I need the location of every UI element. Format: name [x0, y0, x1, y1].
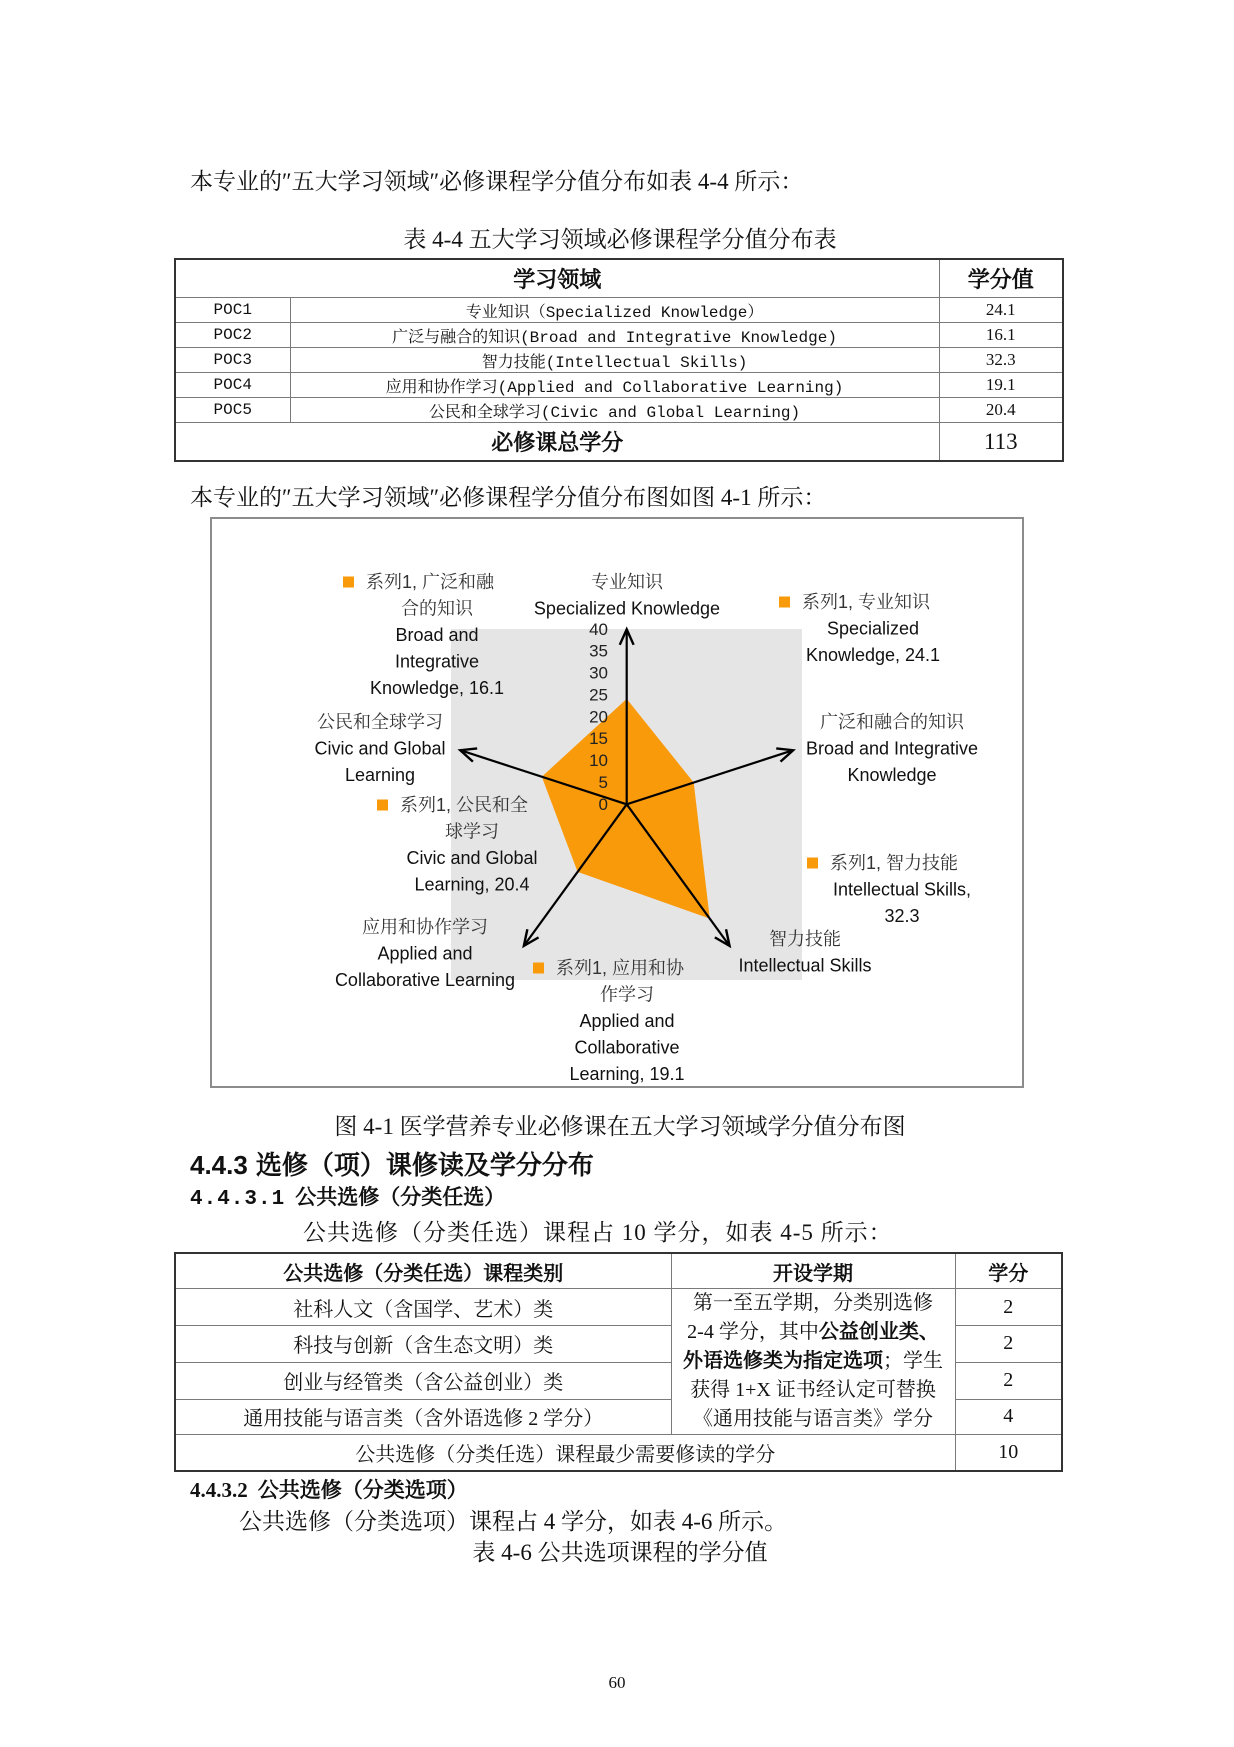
axis-label-en: Civic and Global: [314, 738, 446, 759]
row-code: POC2: [175, 323, 290, 348]
row-code: POC1: [175, 298, 290, 323]
row-credits: 32.3: [939, 348, 1063, 373]
axis-label-zh: 公民和全球学习: [317, 712, 443, 732]
row-code: POC3: [175, 348, 290, 373]
axis-label-en: Intellectual Skills: [738, 955, 872, 976]
page-number: 60: [608, 1673, 626, 1692]
data-label-text: 系列1, 广泛和融: [366, 572, 495, 592]
data-label-text: Specialized: [826, 618, 920, 639]
row-category: 科技与创新（含生态文明）类: [175, 1326, 671, 1362]
data-label-text: Integrative: [394, 651, 480, 672]
column-header-category: 公共选修（分类任选）课程类别: [175, 1253, 671, 1289]
section-number: 4.4.3.1: [190, 1188, 286, 1211]
row-category: 创业与经管类（含公益创业）类: [175, 1362, 671, 1399]
legend-square-icon: [377, 800, 388, 811]
table-row: [175, 398, 1063, 423]
axis-label-zh: 智力技能: [769, 929, 841, 949]
data-label-text: Collaborative: [574, 1037, 680, 1058]
data-label-text: 系列1, 应用和协: [556, 958, 685, 978]
period-note-text: 第一至五学期，分类别选修: [693, 1292, 933, 1314]
data-label-text: Learning, 19.1: [569, 1064, 685, 1084]
table-4-4-caption: 表 4-4 五大学习领域必修课程学分值分布表: [403, 227, 837, 252]
section-title: 选修（项）课修读及学分分布: [255, 1150, 594, 1180]
data-label-text: Knowledge, 16.1: [369, 678, 505, 698]
axis-label-en: Applied and: [377, 943, 473, 964]
r-axis-tick-label: 15: [589, 729, 608, 749]
r-axis-tick-label: 0: [598, 794, 608, 814]
legend-square-icon: [533, 963, 544, 974]
axis-label-en: Knowledge: [847, 765, 937, 785]
row-category: 通用技能与语言类（含外语选修 2 学分）: [175, 1399, 671, 1434]
row-credits: 2: [955, 1289, 1062, 1326]
section-number: 4.4.3.2: [190, 1478, 248, 1502]
row-code: POC4: [175, 373, 290, 398]
period-note-text: 《通用技能与语言类》学分: [693, 1408, 933, 1430]
section-title: 公共选修（分类选项）: [257, 1479, 468, 1502]
data-label-text: Learning, 20.4: [414, 874, 530, 895]
table-row: [175, 348, 1063, 373]
total-label: 公共选修（分类任选）课程最少需要修读的学分: [175, 1435, 955, 1472]
table-header-row: [175, 1253, 1062, 1289]
row-domain: 广泛与融合的知识(Broad and Integrative Knowledge): [290, 323, 939, 348]
period-note-line: [674, 1405, 953, 1434]
axis-label-en: Broad and Integrative: [805, 738, 979, 759]
axis-label-zh: 广泛和融合的知识: [820, 712, 964, 732]
r-axis-tick-label: 20: [589, 707, 608, 727]
axis-label-en: Collaborative Learning: [334, 970, 516, 990]
column-header-domain: 学习领域: [175, 259, 939, 298]
period-note-line: [674, 1376, 953, 1405]
intro-table-paragraph: 本专业的″五大学习领域″必修课程学分值分布如表 4-4 所示：: [190, 169, 804, 194]
r-axis-tick-label: 35: [589, 641, 608, 661]
data-label-text: 系列1, 智力技能: [830, 853, 959, 873]
table-4-5: [174, 1252, 1063, 1472]
total-value: 10: [955, 1435, 1062, 1472]
section-title: 公共选修（分类任选）: [295, 1186, 506, 1209]
table-total-row: [175, 423, 1063, 462]
legend-square-icon: [807, 858, 818, 869]
row-domain: 应用和协作学习(Applied and Collaborative Learning): [290, 373, 939, 398]
column-header-credits: 学分: [955, 1253, 1062, 1289]
r-axis-tick-label: 5: [598, 772, 608, 792]
section-number: 4.4.3: [190, 1150, 248, 1180]
axis-label-en: Specialized Knowledge: [533, 598, 721, 619]
period-note-line: [674, 1289, 953, 1318]
total-label: 必修课总学分: [175, 423, 939, 462]
row-category: 社科人文（含国学、艺术）类: [175, 1289, 671, 1326]
section-heading-4-4-3-1: [190, 1184, 505, 1214]
row-credits: 4: [955, 1399, 1062, 1434]
table-row: [175, 323, 1063, 348]
row-credits: 2: [955, 1362, 1062, 1399]
data-label-text: 32.3: [884, 906, 920, 926]
legend-square-icon: [343, 577, 354, 588]
r-axis-tick-label: 25: [589, 685, 608, 705]
section-heading-4-4-3-2: [190, 1476, 468, 1505]
r-axis-tick-label: 10: [589, 751, 608, 771]
data-label-text: Civic and Global: [406, 848, 538, 868]
row-credits: 20.4: [939, 398, 1063, 423]
row-domain: 公民和全球学习(Civic and Global Learning): [290, 398, 939, 423]
period-note-text: ；学生: [883, 1350, 943, 1372]
table-row: [175, 373, 1063, 398]
data-label-text: Broad and: [395, 625, 479, 645]
legend-square-icon: [779, 597, 790, 608]
row-credits: 16.1: [939, 323, 1063, 348]
period-note-text: 外语选修类为指定选项: [683, 1350, 883, 1372]
axis-label-en: Learning: [344, 765, 416, 785]
data-label-text: 球学习: [445, 821, 499, 842]
column-header-credits: 学分值: [939, 259, 1063, 298]
data-label-text: Knowledge, 24.1: [805, 645, 941, 665]
data-label-text: 合的知识: [401, 598, 473, 619]
table-4-6-caption: 表 4-6 公共选项课程的学分值: [472, 1540, 768, 1565]
row-credits: 2: [955, 1326, 1062, 1362]
section-4-4-3-2-intro: 公共选修（分类选项）课程占 4 学分，如表 4-6 所示。: [239, 1509, 788, 1534]
r-axis-tick-label: 30: [589, 663, 608, 683]
intro-figure-paragraph: 本专业的″五大学习领域″必修课程学分值分布图如图 4-1 所示：: [190, 485, 827, 510]
table-row: [175, 298, 1063, 323]
table-4-4: [174, 258, 1064, 462]
period-note-text: 获得 1+X 证书经认定可替换: [690, 1379, 936, 1401]
period-note-cell: [671, 1289, 955, 1435]
period-note-line: [674, 1347, 953, 1376]
data-label-text: Intellectual Skills,: [832, 879, 972, 900]
data-label-text: 作学习: [600, 984, 654, 1005]
row-credits: 24.1: [939, 298, 1063, 323]
row-code: POC5: [175, 398, 290, 423]
table-header-row: [175, 259, 1063, 298]
data-label-text: Applied and: [579, 1011, 675, 1031]
column-header-period: 开设学期: [671, 1253, 955, 1289]
section-heading-4-4-3: [190, 1149, 594, 1181]
figure-caption: 图 4-1 医学营养专业必修课在五大学习领域学分值分布图: [334, 1114, 906, 1139]
period-note-text: 2-4 学分，其中: [687, 1321, 819, 1343]
table-row: [175, 1289, 1062, 1326]
total-value: 113: [939, 423, 1063, 462]
axis-label-zh: 专业知识: [591, 572, 663, 592]
axis-label-zh: 应用和协作学习: [362, 917, 488, 937]
row-domain: 智力技能(Intellectual Skills): [290, 348, 939, 373]
data-label-text: 系列1, 公民和全: [400, 795, 529, 815]
period-note-line: [674, 1318, 953, 1347]
row-credits: 19.1: [939, 373, 1063, 398]
section-4-4-3-1-intro: 公共选修（分类任选）课程占 10 学分，如表 4-5 所示：: [303, 1220, 893, 1245]
table-total-row: [175, 1435, 1062, 1472]
row-domain: 专业知识（Specialized Knowledge）: [290, 298, 939, 323]
period-note-text: 公益创业类、: [818, 1321, 939, 1343]
radar-chart: [210, 517, 1024, 1088]
r-axis-tick-label: 40: [589, 619, 608, 639]
data-label-text: 系列1, 专业知识: [802, 592, 931, 612]
